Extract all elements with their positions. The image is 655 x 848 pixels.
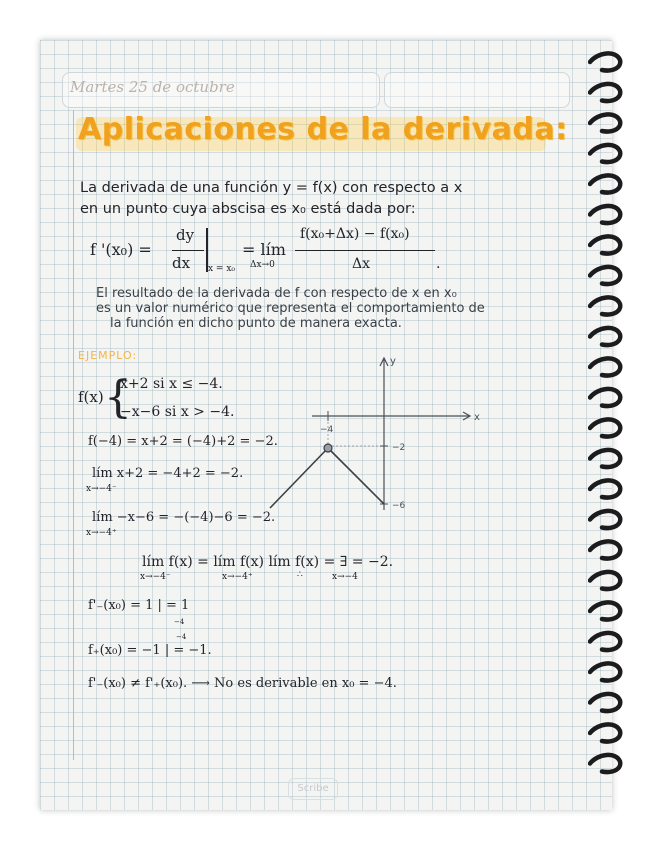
spiral-ring xyxy=(590,633,620,650)
spiral-rings xyxy=(590,53,620,772)
vertex-point xyxy=(324,444,332,452)
limits-sub-2: x→−4⁺ xyxy=(222,572,253,582)
left-derivative: f'₋(x₀) = 1 | = 1 xyxy=(88,598,190,613)
spiral-ring xyxy=(590,541,620,558)
spiral-ring xyxy=(590,175,620,192)
piecewise-case-1: x+2 si x ≤ −4. xyxy=(120,376,223,392)
spiral-ring xyxy=(590,572,620,589)
spiral-ring xyxy=(590,694,620,711)
explanation-paragraph xyxy=(96,286,485,331)
right-derivative: f₊(x₀) = −1 | = −1. xyxy=(88,643,212,658)
intro-line-2: en un punto cuya abscisa es x₀ está dada por: xyxy=(80,201,416,217)
piecewise-case-2: −x−6 si x > −4. xyxy=(120,404,235,420)
x-tick-label: −4 xyxy=(320,425,334,435)
formula-eval-at: x = x₀ xyxy=(208,264,236,274)
spiral-ring xyxy=(590,236,620,253)
piecewise-brace: { xyxy=(104,372,132,423)
intro-paragraph xyxy=(80,178,462,220)
date-text: Martes 25 de octubre xyxy=(70,78,235,96)
spiral-binding xyxy=(588,50,624,800)
explanation-line-3: la función en dicho punto de manera exacta. xyxy=(110,316,402,331)
brand-logo: Scribe xyxy=(288,778,338,800)
formula-lhs: f '(x₀) = xyxy=(90,240,152,259)
explanation-line-2: es un valor numérico que representa el comportamiento de xyxy=(96,301,485,316)
formula-eq-lim: = lím xyxy=(242,240,286,259)
spiral-ring xyxy=(590,389,620,406)
right-limit-sub: x→−4⁺ xyxy=(86,528,117,538)
spiral-ring xyxy=(590,480,620,497)
left-limit-sub: x→−4⁻ xyxy=(86,484,117,494)
spiral-ring xyxy=(590,206,620,223)
spiral-ring xyxy=(590,755,620,772)
spiral-ring xyxy=(590,450,620,467)
fraction-bar-2 xyxy=(295,250,435,251)
conclusion: f'₋(x₀) ≠ f'₊(x₀). ⟶ No es derivable en x₀ = −4. xyxy=(88,676,397,691)
spiral-ring xyxy=(590,419,620,436)
left-derivative-sub: −4 xyxy=(174,618,185,626)
spiral-ring xyxy=(590,602,620,619)
header-box-right xyxy=(384,72,570,108)
spiral-ring xyxy=(590,663,620,680)
spiral-ring xyxy=(590,328,620,345)
spiral-ring xyxy=(590,145,620,162)
piecewise-name: f(x) xyxy=(78,388,104,406)
page-title: Aplicaciones de la derivada: xyxy=(78,112,568,147)
spiral-ring xyxy=(590,53,620,70)
function-graph xyxy=(260,350,490,520)
therefore-symbol: ∴ xyxy=(297,570,303,580)
right-limit: lím −x−6 = −(−4)−6 = −2. xyxy=(92,510,276,525)
right-branch xyxy=(328,448,384,504)
fraction-bar xyxy=(172,250,204,251)
y-axis-label: y xyxy=(390,356,396,367)
y-tick-label-2: −6 xyxy=(392,501,406,511)
spiral-ring xyxy=(590,297,620,314)
spiral-ring xyxy=(590,114,620,131)
left-branch xyxy=(270,448,328,508)
y-tick-label-1: −2 xyxy=(392,443,406,453)
spiral-ring xyxy=(590,358,620,375)
function-evaluation: f(−4) = x+2 = (−4)+2 = −2. xyxy=(88,434,278,449)
x-axis-label: x xyxy=(474,412,480,423)
limits-equality: lím f(x) = lím f(x) lím f(x) = ∃ = −2. xyxy=(142,554,394,570)
spiral-ring xyxy=(590,511,620,528)
right-derivative-sub: −4 xyxy=(176,633,187,641)
spiral-ring xyxy=(590,724,620,741)
formula-dy: dy xyxy=(176,226,195,244)
formula-lim-sub: Δx→0 xyxy=(250,260,275,270)
intro-line-1: La derivada de una función y = f(x) con respecto a x xyxy=(80,180,463,196)
margin-line xyxy=(73,110,74,760)
left-limit: lím x+2 = −4+2 = −2. xyxy=(92,466,244,481)
explanation-line-1: El resultado de la derivada de f con respecto de x en x₀ xyxy=(96,286,457,301)
formula-end: . xyxy=(436,256,441,272)
formula-numerator: f(x₀+Δx) − f(x₀) xyxy=(300,226,410,242)
example-label: EJEMPLO: xyxy=(78,349,138,362)
derivative-formula xyxy=(90,226,460,280)
formula-dx: dx xyxy=(172,254,191,272)
formula-denominator: Δx xyxy=(352,256,371,272)
spiral-ring xyxy=(590,267,620,284)
limits-sub-3: x→−4 xyxy=(332,572,358,582)
limits-sub-1: x→−4⁻ xyxy=(140,572,171,582)
spiral-ring xyxy=(590,84,620,101)
